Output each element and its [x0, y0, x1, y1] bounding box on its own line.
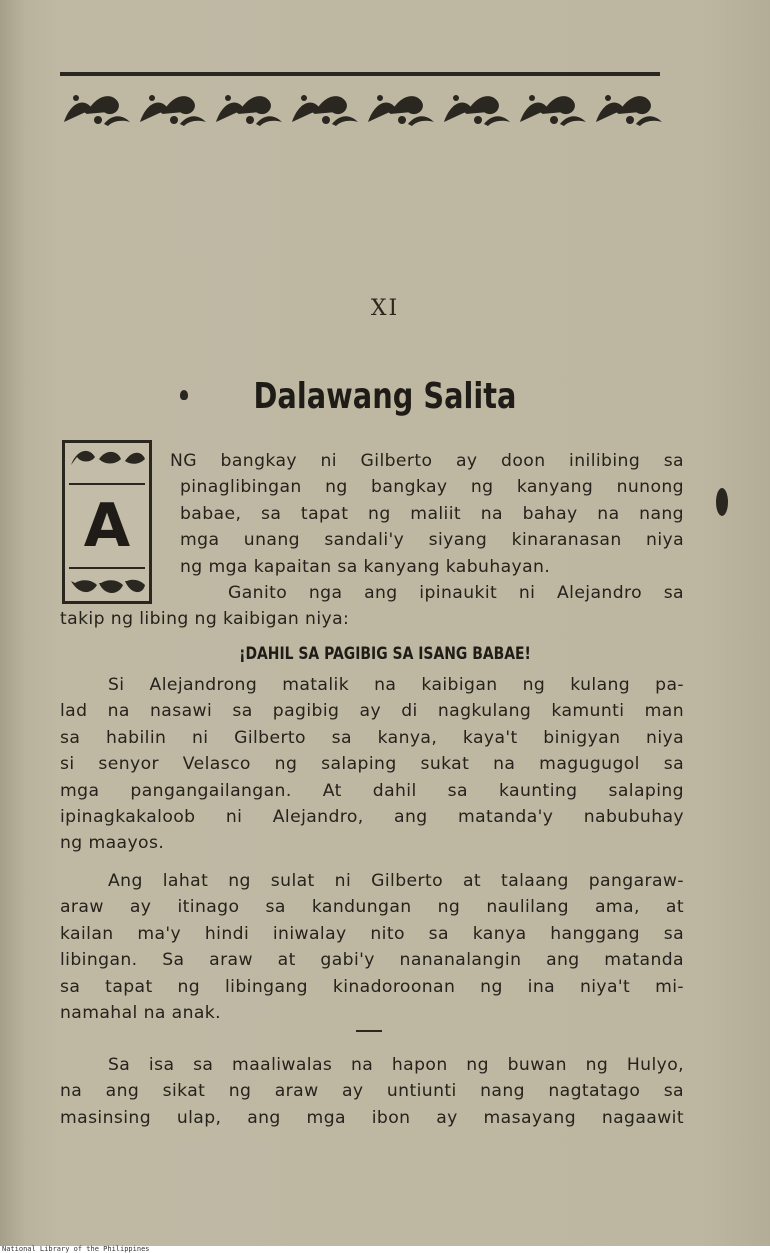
text-line: kailan ma'y hindi iniwalay nito sa kanya hanggang sa: [60, 923, 684, 944]
text-line: Sa isa sa maaliwalas na hapon ng buwan ng Hulyo,: [108, 1055, 684, 1075]
text-line: masinsing ulap, ang mga ibon ay masayang nagaawit: [60, 1107, 684, 1128]
dropcap-lower-rule: [69, 567, 145, 569]
text-line: sa tapat ng libingang kinadoroonan ng ina niya't mi-: [60, 976, 684, 997]
text-line: Ganito nga ang ipinaukit ni Alejandro sa: [228, 583, 684, 603]
paragraph-1: [180, 474, 684, 580]
drop-cap-letter: A: [83, 491, 131, 561]
paragraph-4: [60, 868, 684, 1026]
text-line: mga unang sandali'y siyang kinaranasan niya: [180, 530, 684, 551]
drop-cap-frame: [62, 440, 152, 604]
text-line: na ang sikat ng araw ay untiunti nang nagtatago sa: [60, 1081, 684, 1102]
text-line: Si Alejandrong matalik na kaibigan ng kulang pa-: [108, 675, 684, 695]
paragraph-3: [60, 672, 684, 857]
text-line: Ang lahat ng sulat ni Gilberto at talaang pangaraw-: [108, 871, 684, 891]
paragraph-5: [60, 1052, 684, 1131]
dropcap-bottom-ornament-icon: [69, 573, 147, 599]
paragraph-1-first-line: [170, 448, 684, 474]
dropcap-top-ornament-icon: [69, 445, 147, 471]
text-line: ng mga kapaitan sa kanyang kabuhayan.: [180, 556, 551, 577]
text-line: NG bangkay ni Gilberto ay doon inilibing sa: [170, 451, 684, 471]
text-line: ipinagkakaloob ni Alejandro, ang matanda'y nabubuhay: [60, 806, 684, 827]
text-line: libingan. Sa araw at gabi'y nananalangin ang matanda: [60, 950, 684, 971]
chapter-number: XI: [370, 296, 400, 321]
text-line: babae, sa tapat ng maliit na bahay na nang: [180, 503, 684, 524]
chapter-title: Dalawang Salita: [253, 376, 517, 417]
paragraph-2-first-line: [228, 580, 684, 606]
text-line: si senyor Velasco ng salaping sukat na magugugol sa: [60, 754, 684, 775]
text-line: ng maayos.: [60, 833, 165, 854]
text-line: lad na nasawi sa pagibig ay di nagkulang kamunti man: [60, 701, 684, 722]
ink-blot-mark: [716, 488, 728, 516]
text-line: takip ng libing ng kaibigan niya:: [60, 609, 350, 630]
header-rule: [60, 72, 660, 76]
floral-ornament-band: [60, 84, 680, 132]
section-break-dash: [356, 1030, 382, 1032]
text-line: sa habilin ni Gilberto sa kanya, kaya't binigyan niya: [60, 727, 684, 748]
text-line: araw ay itinago sa kandungan ng naulilang ama, at: [60, 897, 684, 918]
library-credit: National Library of the Philippines: [2, 1245, 150, 1253]
text-line: mga pangangailangan. At dahil sa kaunting salaping: [60, 780, 684, 801]
text-line: pinaglibingan ng bangkay ng kanyang nunong: [180, 477, 684, 498]
tomb-inscription: ¡DAHIL SA PAGIBIG SA ISANG BABAE!: [239, 644, 531, 664]
dropcap-upper-rule: [69, 483, 145, 485]
text-line: namahal na anak.: [60, 1002, 222, 1023]
paragraph-2-continuation: [60, 606, 684, 632]
